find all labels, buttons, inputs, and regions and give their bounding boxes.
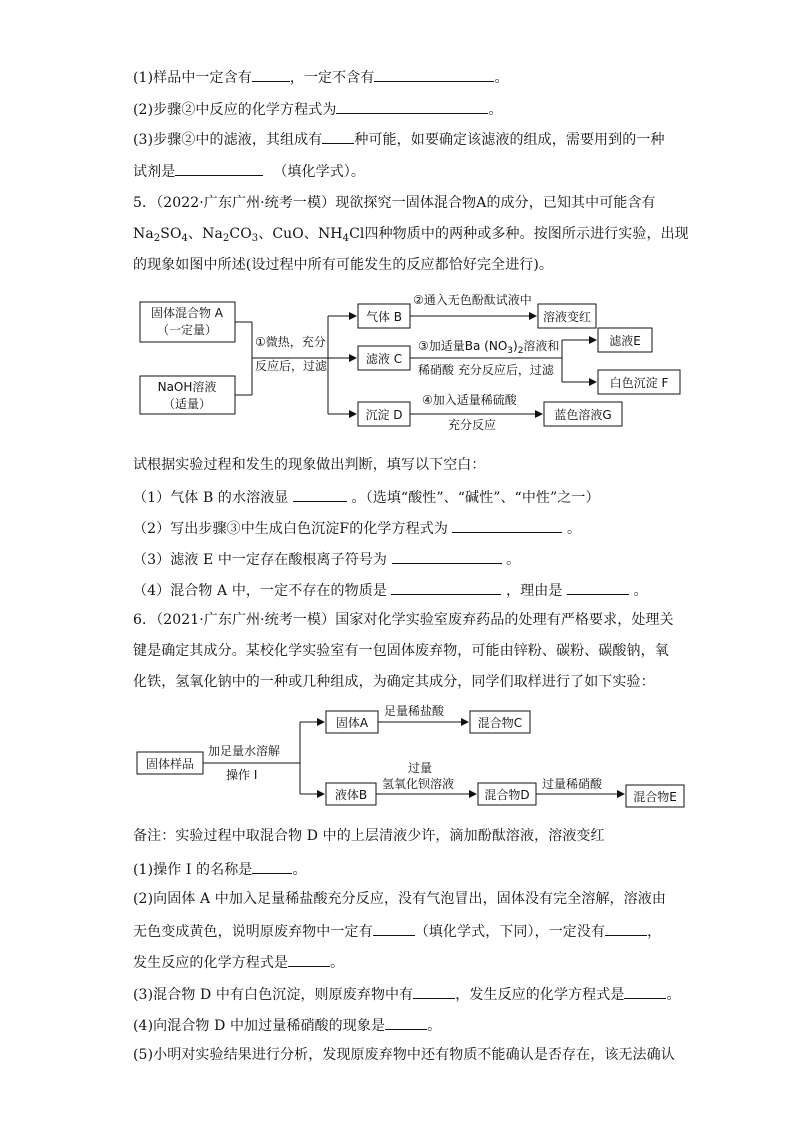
- text: 。: [506, 552, 521, 568]
- q6-note: 备注：实验过程中取混合物 D 中的上层清液少许，滴加酚酞溶液，溶液变红: [133, 828, 605, 844]
- turns-red-label: 溶液变红: [542, 310, 592, 324]
- liquid-b-label: 液体B: [334, 788, 368, 802]
- step1-label: ①微热，充分: [255, 335, 326, 349]
- text: 。: [567, 521, 582, 537]
- q5-stem-line1: 5．（2022·广东广州·统考一模）现欲探究一固体混合物A的成分，已知其中可能含有: [133, 195, 656, 211]
- q6-sub2-equation: [133, 951, 344, 973]
- q5-stem-line2: [133, 224, 689, 249]
- answer-blank[interactable]: [624, 983, 666, 999]
- q5-flow-diagram: [130, 288, 690, 438]
- answer-blank[interactable]: [385, 1014, 427, 1030]
- text: ，: [647, 924, 662, 940]
- answer-blank[interactable]: [252, 858, 292, 874]
- q5-intro: 试根据实验过程和发生的现象做出判断，填写以下空白：: [133, 457, 486, 473]
- mixture-d-label: 混合物D: [484, 788, 530, 802]
- q6-sub2: (2)向固体 A 中加入足量稀盐酸充分反应，没有气泡冒出，固体没有完全溶解，溶液由: [133, 891, 666, 907]
- mixture-a-amount: （一定量）: [156, 323, 218, 337]
- answer-blank[interactable]: [452, 517, 562, 533]
- baoh-label-line1: 过量: [408, 761, 433, 775]
- gas-b-label: 气体 B: [365, 310, 403, 324]
- mixture-a-label: 固体混合物 A: [150, 306, 224, 320]
- q6-flow-diagram: [130, 700, 690, 815]
- step1-label-cont: 反应后，过滤: [255, 359, 328, 373]
- prev-question-part3: [133, 128, 665, 150]
- subscript: 4: [342, 233, 350, 244]
- solid-sample-label: 固体样品: [145, 757, 195, 771]
- answer-blank[interactable]: [252, 66, 290, 82]
- subscript: 4: [181, 233, 189, 244]
- subscript: 2: [222, 233, 230, 244]
- text: 。: [494, 70, 509, 86]
- answer-blank[interactable]: [322, 128, 354, 144]
- step3-label-cont: 稀硝酸 充分反应后，过滤: [418, 363, 554, 377]
- text: ，发生反应的化学方程式是: [455, 987, 625, 1003]
- q5-sub4: [133, 579, 648, 601]
- prev-question-part1: [133, 66, 509, 88]
- step2-label: ②通入无色酚酞试液中: [413, 293, 532, 307]
- text: （2）写出步骤③中生成白色沉淀F的化学方程式为: [133, 521, 448, 537]
- q5-sub1: [133, 486, 600, 508]
- naoh-amount: （适量）: [162, 397, 212, 411]
- q5-stem-line3: 的现象如图中所述(设过程中所有可能发生的反应都恰好完全进行)。: [133, 257, 554, 273]
- answer-blank[interactable]: [413, 983, 455, 999]
- text: 。（选填“酸性”、“碱性”、“中性”之一）: [351, 490, 600, 506]
- blue-solution-g-label: 蓝色溶液G: [554, 408, 612, 422]
- subscript: 2: [153, 233, 161, 244]
- q6-sub1: [133, 858, 307, 880]
- text: （3）滤液 E 中一定存在酸根离子符号为: [133, 552, 388, 568]
- text: (3)步骤②中的滤液，其组成有: [133, 132, 323, 148]
- answer-blank[interactable]: [293, 486, 347, 502]
- answer-blank[interactable]: [336, 98, 488, 114]
- q5-sub3: [133, 548, 520, 570]
- text: 。: [666, 987, 681, 1003]
- answer-blank[interactable]: [288, 951, 330, 967]
- text: Cl四种物质中的两种或多种。按图所示进行实验，出现: [349, 226, 689, 242]
- hno3-label: 过量稀硝酸: [542, 777, 603, 791]
- baoh-label-line2: 氢氧化钡溶液: [382, 777, 455, 791]
- answer-blank[interactable]: [373, 920, 415, 936]
- step4-label-cont: 充分反应: [448, 418, 497, 432]
- text: 。: [292, 862, 307, 878]
- text: 。: [633, 583, 648, 599]
- white-precipitate-f-label: 白色沉淀 F: [609, 376, 669, 390]
- solid-a-label: 固体A: [335, 716, 369, 730]
- q5-sub2: [133, 517, 581, 539]
- q6-sub5: (5)小明对实验结果进行分析，发现原废弃物中还有物质不能确认是否存在，该无法确认: [133, 1047, 675, 1063]
- operation1-label: 加足量水溶解: [208, 744, 281, 758]
- text: (3)混合物 D 中有白色沉淀，则原废弃物中有: [133, 987, 414, 1003]
- text: （填化学式，下同），一定没有: [414, 924, 606, 940]
- mixture-c-label: 混合物C: [477, 716, 523, 730]
- text: 发生反应的化学方程式是: [133, 955, 289, 971]
- naoh-label: NaOH溶液: [157, 380, 217, 394]
- q6-stem-line3: 化铁，氢氧化钠中的一种或几种组成，为确定其成分，同学们取样进行了如下实验：: [133, 674, 655, 690]
- q6-stem-line2: 键是确定其成分。某校化学实验室有一包固体废弃物，可能由锌粉、碳粉、碳酸钠，氧: [133, 643, 669, 659]
- text: Na: [133, 226, 154, 242]
- text: 无色变成黄色，说明原废弃物中一定有: [133, 924, 373, 940]
- answer-blank[interactable]: [175, 160, 263, 176]
- text: 、CuO、NH: [258, 226, 343, 242]
- mixture-e-label: 混合物E: [633, 790, 677, 804]
- q6-sub2-cont: [133, 920, 661, 942]
- filtrate-e-label: 滤液E: [609, 334, 641, 348]
- text: (2)步骤②中反应的化学方程式为: [133, 102, 337, 118]
- text: (1)操作 I 的名称是: [133, 862, 253, 878]
- q6-sub4: [133, 1014, 441, 1036]
- answer-blank[interactable]: [391, 579, 501, 595]
- answer-blank[interactable]: [374, 66, 494, 82]
- text: 试剂是: [133, 164, 176, 180]
- answer-blank[interactable]: [567, 579, 629, 595]
- answer-blank[interactable]: [392, 548, 502, 564]
- precipitate-d-label: 沉淀 D: [365, 408, 403, 422]
- text: ，一定不含有: [289, 70, 375, 86]
- subscript: 3: [251, 233, 259, 244]
- prev-question-part3-cont: [133, 160, 365, 182]
- text: 种可能，如要确定该滤液的组成，需要用到的一种: [354, 132, 665, 148]
- text: ，理由是: [506, 583, 563, 599]
- text: 。: [330, 955, 345, 971]
- hcl-label: 足量稀盐酸: [384, 704, 445, 718]
- text: SO: [160, 226, 182, 242]
- step3-label: ③加适量Ba $(NO_3)_2$溶液和: [418, 339, 560, 356]
- text: （1）气体 B 的水溶液显: [133, 490, 289, 506]
- text: (1)样品中一定含有: [133, 70, 252, 86]
- q6-stem-line1: 6．（2021·广东广州·统考一模）国家对化学实验室废弃药品的处理有严格要求，处理关: [133, 612, 674, 628]
- text: （4）混合物 A 中，一定不存在的物质是: [133, 583, 387, 599]
- step4-label: ④加入适量稀硫酸: [422, 393, 517, 407]
- text: 。: [488, 102, 503, 118]
- text: 、Na: [188, 226, 223, 242]
- text: (4)向混合物 D 中加过量稀硝酸的现象是: [133, 1018, 386, 1034]
- operation1-name: 操作 I: [226, 768, 258, 782]
- text: 。: [427, 1018, 442, 1034]
- text: （填化学式）。: [273, 164, 366, 180]
- answer-blank[interactable]: [605, 920, 647, 936]
- prev-question-part2: [133, 98, 503, 120]
- text: CO: [229, 226, 252, 242]
- q6-sub3: [133, 983, 681, 1005]
- filtrate-c-label: 滤液 C: [365, 352, 403, 366]
